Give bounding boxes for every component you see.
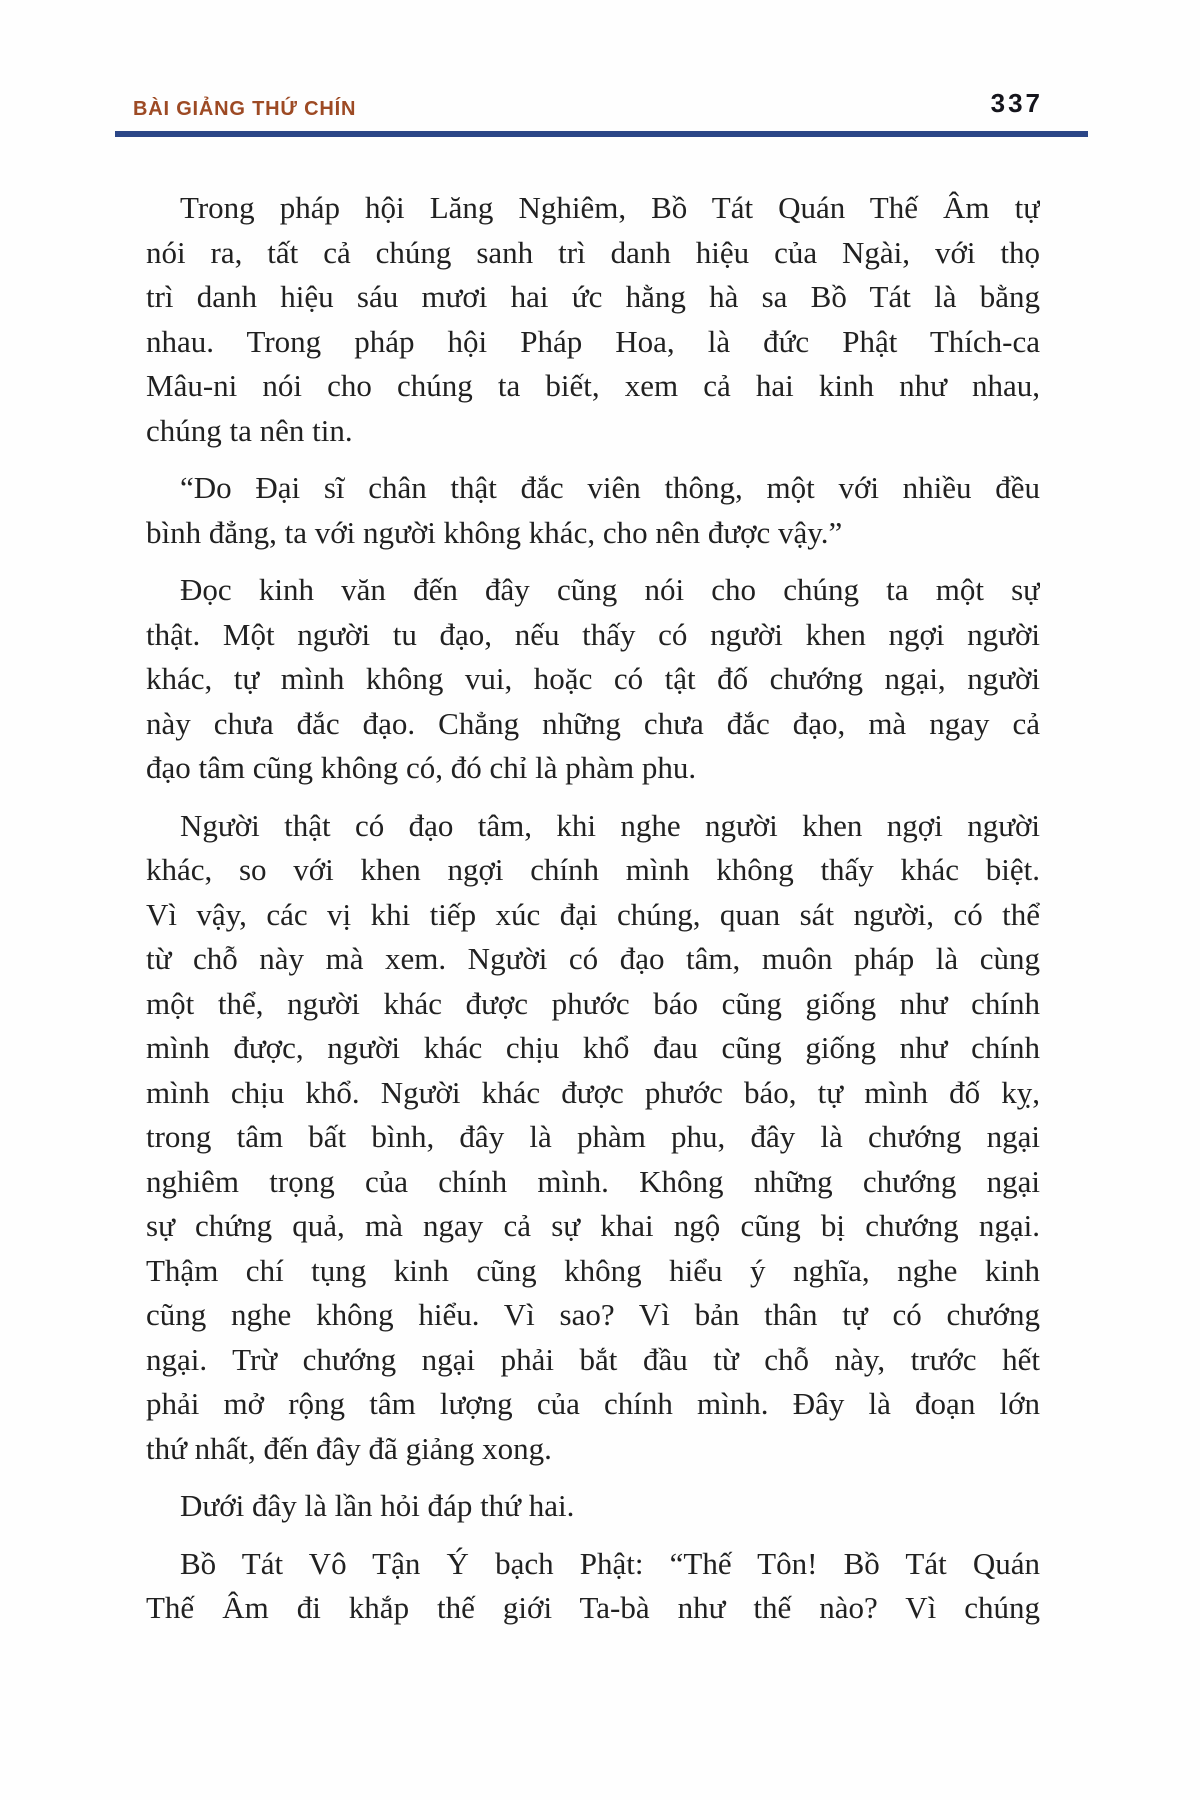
- text-line: một thể, người khác được phước báo cũng giống như chính: [146, 985, 1040, 1021]
- text-line: từ chỗ này mà xem. Người có đạo tâm, muôn pháp là cùng: [146, 941, 1040, 976]
- text-line: đạo tâm cũng không có, đó chỉ là phàm phu.: [146, 750, 697, 785]
- text-line: mình được, người khác chịu khổ đau cũng giống như chính: [146, 1030, 1040, 1065]
- header-rule-divider: [115, 131, 1088, 137]
- text-line: Dưới đây là lần hỏi đáp thứ hai.: [180, 1488, 575, 1523]
- text-line: mình chịu khổ. Người khác được phước báo, tự mình đố kỵ,: [146, 1074, 1040, 1110]
- text-line: Mâu-ni nói cho chúng ta biết, xem cả hai kinh như nhau,: [146, 368, 1040, 403]
- text-line: cũng nghe không hiểu. Vì sao? Vì bản thân tự có chướng: [146, 1297, 1040, 1332]
- text-line: nhau. Trong pháp hội Pháp Hoa, là đức Phật Thích-ca: [146, 323, 1040, 359]
- text-line: Trong pháp hội Lăng Nghiêm, Bồ Tát Quán Thế Âm tự: [180, 190, 1040, 225]
- text-line: này chưa đắc đạo. Chẳng những chưa đắc đạo, mà ngay cả: [146, 705, 1040, 741]
- paragraph: [146, 568, 1040, 791]
- text-line: khác, tự mình không vui, hoặc có tật đố chướng ngại, người: [146, 661, 1040, 696]
- text-line: trì danh hiệu sáu mươi hai ức hằng hà sa Bồ Tát là bằng: [146, 279, 1040, 314]
- text-line: Vì vậy, các vị khi tiếp xúc đại chúng, quan sát người, có thể: [146, 896, 1040, 932]
- page-number: 337: [990, 88, 1043, 118]
- page-body-text: [146, 186, 1040, 1631]
- text-line: Bồ Tát Vô Tận Ý bạch Phật: “Thế Tôn! Bồ Tát Quán: [180, 1545, 1040, 1581]
- text-line: Thậm chí tụng kinh cũng không hiểu ý nghĩa, nghe kinh: [146, 1252, 1040, 1288]
- text-line: khác, so với khen ngợi chính mình không thấy khác biệt.: [146, 852, 1040, 887]
- paragraph: [146, 1484, 1040, 1529]
- text-line: Người thật có đạo tâm, khi nghe người khen ngợi người: [180, 807, 1040, 843]
- paragraph: [146, 186, 1040, 453]
- text-line: sự chứng quả, mà ngay cả sự khai ngộ cũng bị chướng ngại.: [146, 1208, 1040, 1243]
- text-line: bình đẳng, ta với người không khác, cho nên được vậy.”: [146, 514, 843, 550]
- text-line: ngại. Trừ chướng ngại phải bắt đầu từ chỗ này, trước hết: [146, 1341, 1040, 1377]
- text-line: Đọc kinh văn đến đây cũng nói cho chúng ta một sự: [180, 572, 1040, 607]
- paragraph: [146, 804, 1040, 1472]
- text-line: Thế Âm đi khắp thế giới Ta-bà như thế nào? Vì chúng: [146, 1590, 1040, 1625]
- running-header-title: BÀI GIẢNG THỨ CHÍN: [133, 98, 357, 120]
- text-line: “Do Đại sĩ chân thật đắc viên thông, một với nhiều đều: [180, 470, 1040, 505]
- paragraph: [146, 466, 1040, 555]
- text-line: phải mở rộng tâm lượng của chính mình. Đây là đoạn lớn: [146, 1386, 1040, 1421]
- text-line: trong tâm bất bình, đây là phàm phu, đây là chướng ngại: [146, 1119, 1040, 1154]
- text-line: thật. Một người tu đạo, nếu thấy có người khen ngợi người: [146, 616, 1040, 652]
- text-line: chúng ta nên tin.: [146, 412, 353, 448]
- text-line: nghiêm trọng của chính mình. Không những chướng ngại: [146, 1163, 1040, 1199]
- text-line: thứ nhất, đến đây đã giảng xong.: [146, 1430, 552, 1466]
- text-line: nói ra, tất cả chúng sanh trì danh hiệu của Ngài, với thọ: [146, 234, 1040, 270]
- paragraph: [146, 1542, 1040, 1631]
